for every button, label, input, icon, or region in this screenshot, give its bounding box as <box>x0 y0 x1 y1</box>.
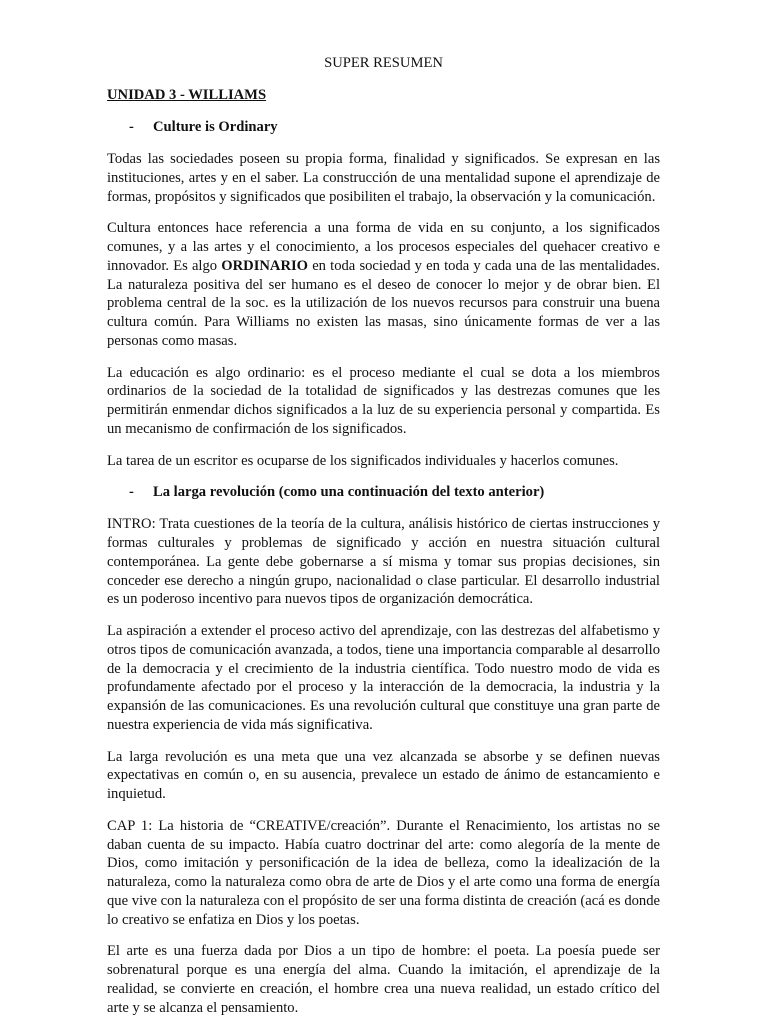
paragraph <box>107 219 660 351</box>
paragraph-text: Cultura entonces hace referencia a una forma de vida en su conjunto, a los significados comunes, y a las artes y el conocimiento, a los procesos especiales del quehacer creativo e innovador. Es algo <box>107 219 660 274</box>
document-title: SUPER RESUMEN <box>324 55 443 71</box>
paragraph: La educación es algo ordinario: es el proceso mediante el cual se dota a los miembros ordinarios de la sociedad de la totalidad de significados y las destrezas comunes que les permitirán enmendar dichos significados a la luz de su experiencia personal y compartida. Es un mecanismo de confirmación de los significados. <box>107 364 660 438</box>
section-heading-text: La larga revolución (como una continuación del texto anterior) <box>153 483 545 500</box>
paragraph: La larga revolución es una meta que una vez alcanzada se absorbe y se definen nuevas expectativas en común o, en su ausencia, prevalece un estado de ánimo de estancamiento e inquietud. <box>107 748 660 803</box>
paragraph: La tarea de un escritor es ocuparse de los significados individuales y hacerlos comunes. <box>107 452 619 469</box>
paragraph-text: en toda sociedad y en toda y cada una de las mentalidades. La naturaleza positiva del ser humano es el deseo de conocer lo mejor y de obrar bien. El problema central de la soc. es la utilización de los nuevos recursos para construir una buena cultura común. Para Williams no existen las masas, sino únicamente formas de ver a las personas como masas. <box>107 257 660 350</box>
bullet-dash: - <box>129 483 134 500</box>
unit-heading: UNIDAD 3 - WILLIAMS <box>107 86 267 103</box>
section-heading-culture-is-ordinary <box>107 118 660 137</box>
bullet-dash: - <box>129 118 134 135</box>
paragraph: La aspiración a extender el proceso activo del aprendizaje, con las destrezas del alfabetismo y otros tipos de comunicación avanzada, a todos, tiene una importancia comparable al desarrollo de la democracia y el crecimiento de la industria científica. Todo nuestro modo de vida es profundamente afectado por el proceso y la interacción de la democracia, la industria y la expansión de las comunicaciones. Es una revolución cultural que constituye una gran parte de nuestra experiencia de vida más significativa. <box>107 622 660 734</box>
section-heading-la-larga-revolucion <box>107 483 660 502</box>
paragraph: El arte es una fuerza dada por Dios a un tipo de hombre: el poeta. La poesía puede ser sobrenatural porque es una energía del alma. Cuando la imitación, el aprendizaje de la realidad, se convierte en creación, el hombre crea una nueva realidad, un estado crítico del arte y se alcanza el pensamiento. <box>107 943 660 1017</box>
paragraph: CAP 1: La historia de “CREATIVE/creación”. Durante el Renacimiento, los artistas no se daban cuenta de su impacto. Había cuatro doctrinar del arte: como alegoría de la mente de Dios, como imitación y personificación de la idea de belleza, como la idealización de la naturaleza, como la naturaleza como obra de arte de Dios y el arte como una forma de energía que vive con la naturaleza con el propósito de ser una forma distinta de creación (acá es donde lo creativo se enfatiza en Dios y los poetas. <box>107 817 660 929</box>
emphasis-ordinario: ORDINARIO <box>221 257 309 274</box>
paragraph: Todas las sociedades poseen su propia forma, finalidad y significados. Se expresan en las instituciones, artes y en el saber. La construcción de una mentalidad supone el aprendizaje de formas, propósitos y significados que posibiliten el trabajo, la observación y la comunicación. <box>107 150 660 205</box>
section-heading-text: Culture is Ordinary <box>153 118 278 135</box>
paragraph: INTRO: Trata cuestiones de la teoría de la cultura, análisis histórico de ciertas instrucciones y formas culturales y problemas de significado y acción en nuestra situación cultural contemporánea. La gente debe gobernarse a sí misma y tomar sus propias decisiones, sin conceder ese derecho a ningún grupo, nacionalidad o clase particular. El desarrollo industrial es un poderoso incentivo para nuevos tipos de organización democrática. <box>107 515 660 608</box>
